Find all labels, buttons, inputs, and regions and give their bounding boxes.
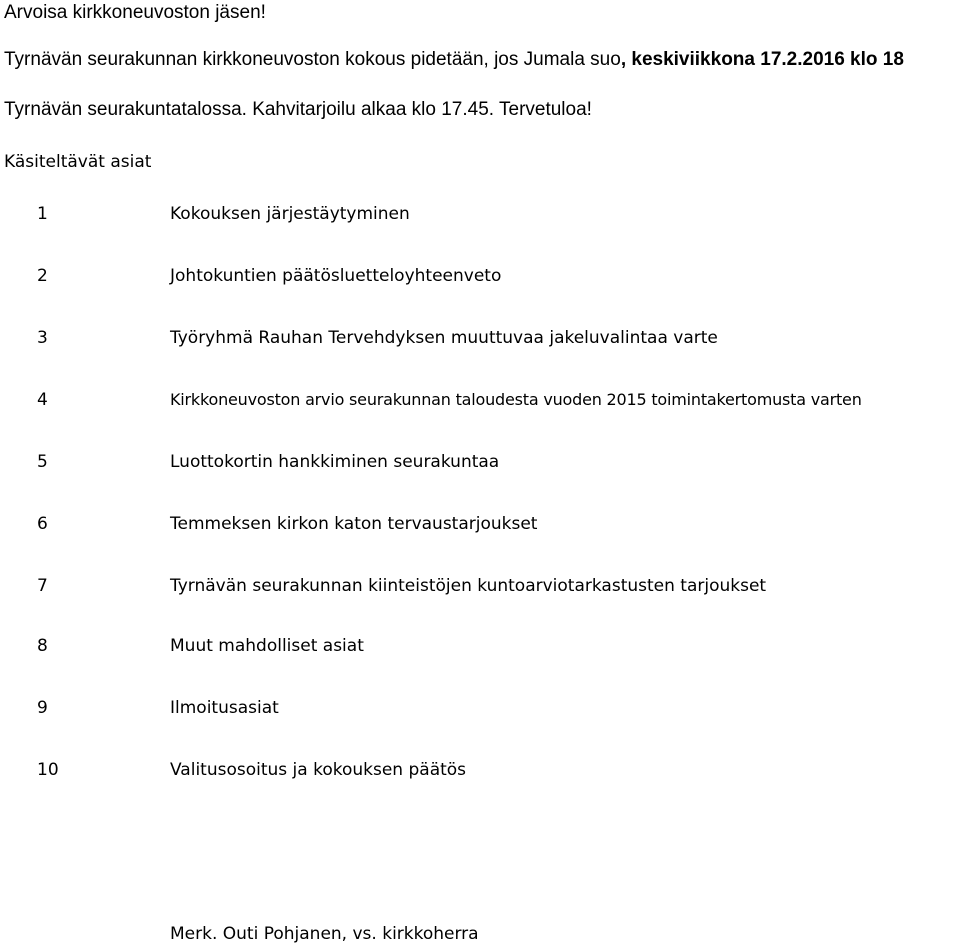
agenda-item-number: 3	[37, 328, 48, 348]
agenda-item-text: Kokouksen järjestäytyminen	[170, 204, 410, 224]
greeting: Arvoisa kirkkoneuvoston jäsen!	[4, 2, 266, 23]
agenda-item-number: 8	[37, 636, 48, 656]
agenda-item-text: Valitusosoitus ja kokouksen päätös	[170, 760, 467, 780]
agenda-item-text: Kirkkoneuvoston arvio seurakunnan taloudesta vuoden 2015 toimintakertomusta varten	[170, 390, 862, 409]
agenda-item-text: Temmeksen kirkon katon tervaustarjoukset	[170, 514, 538, 534]
agenda-item	[0, 575, 960, 597]
agenda-item-number: 2	[37, 266, 48, 286]
agenda-item-number: 4	[37, 390, 48, 410]
agenda-item	[0, 513, 960, 535]
agenda-heading: Käsiteltävät asiat	[4, 152, 152, 172]
signature: Merk. Outi Pohjanen, vs. kirkkoherra	[170, 924, 479, 944]
intro-text: Tyrnävän seurakunnan kirkkoneuvoston kokous pidetään, jos Jumala suo	[4, 49, 621, 70]
agenda-item	[0, 327, 960, 349]
agenda-item-text: Muut mahdolliset asiat	[170, 636, 364, 656]
agenda-item	[0, 451, 960, 473]
agenda-item-number: 6	[37, 514, 48, 534]
agenda-item-text: Ilmoitusasiat	[170, 698, 279, 718]
agenda-item	[0, 203, 960, 225]
agenda-item-text: Tyrnävän seurakunnan kiinteistöjen kuntoarviotarkastusten tarjoukset	[170, 576, 767, 596]
agenda-item-text: Luottokortin hankkiminen seurakuntaa	[170, 452, 500, 472]
agenda-item-text: Johtokuntien päätösluetteloyhteenveto	[170, 266, 502, 286]
agenda-item	[0, 635, 960, 657]
intro-line-1	[4, 49, 904, 71]
agenda-item-number: 5	[37, 452, 48, 472]
agenda-item-number: 9	[37, 698, 48, 718]
agenda-item	[0, 759, 960, 781]
agenda-item	[0, 697, 960, 719]
agenda-item-number: 7	[37, 576, 48, 596]
agenda-item-number: 10	[37, 760, 59, 780]
intro-line-2: Tyrnävän seurakuntatalossa. Kahvitarjoilu alkaa klo 17.45. Tervetuloa!	[4, 99, 592, 120]
agenda-item	[0, 265, 960, 287]
agenda-item	[0, 389, 960, 411]
meeting-date: , keskiviikkona 17.2.2016 klo 18	[620, 49, 904, 70]
agenda-item-text: Työryhmä Rauhan Tervehdyksen muuttuvaa jakeluvalintaa varte	[170, 328, 718, 348]
agenda-item-number: 1	[37, 204, 48, 224]
